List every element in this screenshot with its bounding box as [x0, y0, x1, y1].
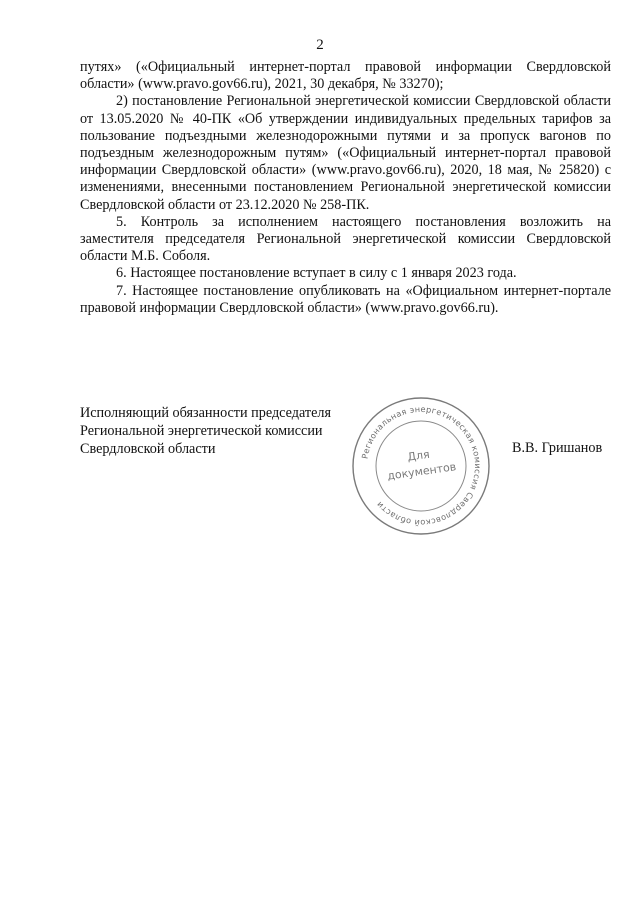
page-number: 2 [316, 37, 324, 53]
document-body [80, 59, 611, 317]
paragraph-continuation: путях» («Официальный интернет-портал правовой информации Свердловской области» (www.pravo.gov66.ru), 2021, 30 декабря, № 33270); [80, 59, 611, 93]
seal-ring-text: Региональная энергетическая комиссия Свердловской области [359, 403, 484, 529]
seal-center-text-line1: Для [406, 447, 431, 464]
official-seal [350, 395, 492, 537]
signatory-title-line: Региональной энергетической комиссии [80, 423, 323, 439]
signatory-title-line: Свердловской области [80, 441, 216, 457]
seal-graphic [350, 395, 492, 537]
seal-center-text-line2: документов [386, 460, 458, 483]
paragraph-item-2: 2) постановление Региональной энергетической комиссии Свердловской области от 13.05.2020 № 40-ПК «Об утверждении индивидуальных предельных тарифов за пользование подъездными железнодорожными путями и за пропуск вагонов по подъездным железнодорожным путям» («Официальный интернет-портал правовой информации Свердловской области» (www.pravo.gov66.ru), 2020, 18 мая, № 25820) с изменениями, внесенными постановлением Региональной энергетической комиссии Свердловской области от 23.12.2020 № 258-ПК. [80, 93, 611, 213]
paragraph-item-6: 6. Настоящее постановление вступает в силу с 1 января 2023 года. [116, 265, 517, 282]
paragraph-item-5: 5. Контроль за исполнением настоящего постановления возложить на заместителя председателя Региональной энергетической комиссии Свердловской области М.Б. Соболя. [80, 213, 611, 265]
signatory-title-line: Исполняющий обязанности председателя [80, 405, 331, 421]
signatory-name: В.В. Гришанов [512, 440, 603, 456]
signatory-title [80, 404, 370, 458]
paragraph-item-7: 7. Настоящее постановление опубликовать на «Официальном интернет-портале правовой информации Свердловской области» (www.pravo.gov66.ru). [80, 282, 611, 316]
